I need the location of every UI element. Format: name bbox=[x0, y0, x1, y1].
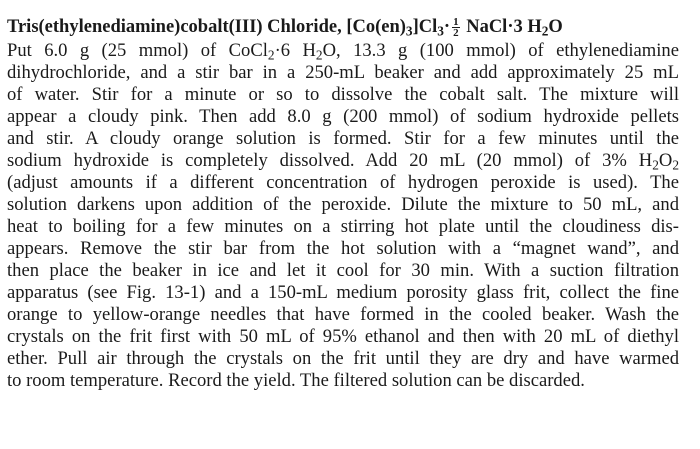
body-line-4: appear a cloudy pink. Then add 8.0 g (200 mmol) of sodium hydroxide pellets bbox=[7, 106, 679, 127]
text-run: O bbox=[658, 150, 673, 171]
fraction-denominator: 2 bbox=[453, 27, 459, 40]
subscript: 2 bbox=[652, 157, 659, 173]
subscript: 2 bbox=[672, 157, 679, 173]
fraction-one-half bbox=[452, 17, 460, 38]
body-line-11: then place the beaker in ice and let it cool for 30 min. With a suction filtration bbox=[7, 260, 679, 281]
body-line-12: apparatus (see Fig. 13-1) and a 150-mL medium porosity glass frit, collect the fine bbox=[7, 282, 679, 303]
text-run: ·6 H bbox=[274, 40, 316, 61]
text-run: sodium hydroxide is completely dissolved. Add 20 mL (20 mmol) of 3% H bbox=[7, 150, 653, 171]
formula-part: ]Cl bbox=[412, 17, 438, 37]
body-line-8: solution darkens upon addition of the peroxide. Dilute the mixture to 50 mL, and bbox=[7, 194, 679, 215]
compound-name: Tris(ethylenediamine)cobalt(III) Chloride, bbox=[7, 17, 347, 37]
body-line-10: appears. Remove the stir bar from the hot solution with a “magnet wand”, and bbox=[7, 238, 679, 259]
formula-subscript: 3 bbox=[437, 23, 444, 39]
formula-part: NaCl·3 H bbox=[461, 17, 542, 37]
formula-part: O bbox=[548, 17, 563, 37]
body-line-14: crystals on the frit first with 50 mL of 95% ethanol and then with 20 mL of diethyl bbox=[7, 326, 679, 347]
body-line-2: dihydrochloride, and a stir bar in a 250-mL beaker and add approximately 25 mL bbox=[7, 62, 679, 83]
procedure-heading bbox=[7, 16, 563, 38]
text-run: Put 6.0 g (25 mmol) of CoCl bbox=[7, 40, 268, 61]
fraction-numerator: 1 bbox=[453, 16, 459, 29]
subscript: 2 bbox=[315, 47, 323, 63]
body-line-16: to room temperature. Record the yield. The filtered solution can be discarded. bbox=[7, 370, 585, 391]
text-run: O, 13.3 g (100 mmol) of ethylenediamine bbox=[322, 40, 679, 61]
formula-subscript: 2 bbox=[541, 23, 549, 39]
formula-subscript: 3 bbox=[405, 23, 413, 39]
body-line-7: (adjust amounts if a different concentration of hydrogen peroxide is used). The bbox=[7, 172, 679, 193]
body-line-13: orange to yellow-orange needles that have formed in the cooled beaker. Wash the bbox=[7, 304, 679, 325]
body-line-6 bbox=[7, 150, 679, 172]
body-line-3: of water. Stir for a minute or so to dissolve the cobalt salt. The mixture will bbox=[7, 84, 679, 105]
subscript: 2 bbox=[267, 47, 275, 63]
body-line-9: heat to boiling for a few minutes on a stirring hot plate until the cloudiness dis- bbox=[7, 216, 679, 237]
middle-dot: · bbox=[443, 17, 451, 37]
formula-part: [Co(en) bbox=[346, 17, 406, 37]
body-line-1 bbox=[7, 40, 679, 62]
body-line-5: and stir. A cloudy orange solution is formed. Stir for a few minutes until the bbox=[7, 128, 679, 149]
body-line-15: ether. Pull air through the crystals on the frit until they are dry and have warmed bbox=[7, 348, 679, 369]
